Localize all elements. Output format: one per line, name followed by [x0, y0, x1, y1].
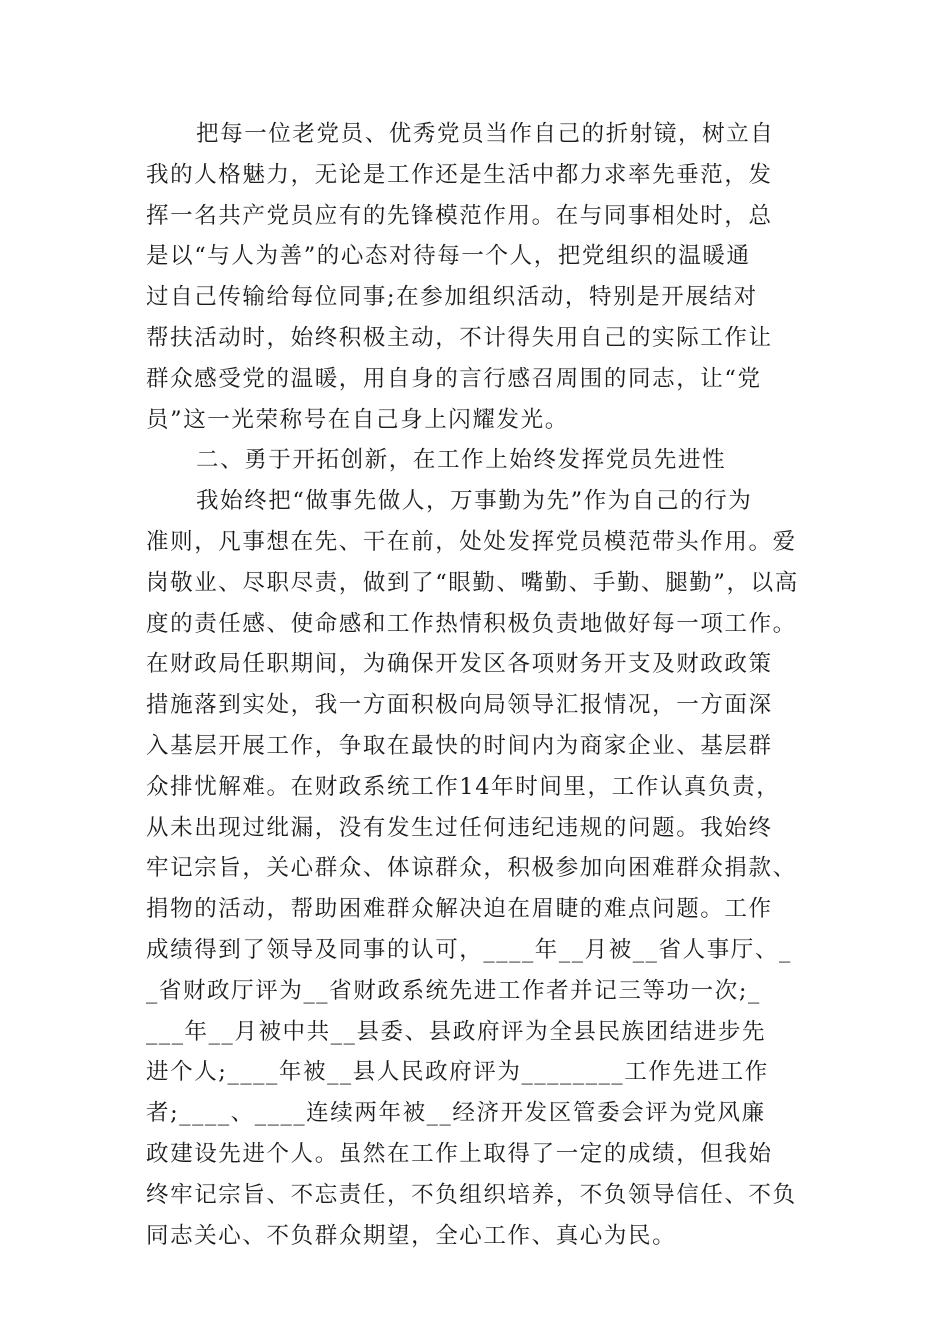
paragraph-2-line: 在财政局任职期间，为确保开发区各项财务开支及财政政策 [146, 651, 773, 678]
paragraph-2-line: ___年__月被中共__县委、县政府评为全县民族团结进步先 [146, 1018, 767, 1045]
paragraph-2-line: 众排忧解难。在财政系统工作14年时间里，工作认真负责， [146, 773, 781, 800]
document-body [146, 114, 830, 1256]
paragraph-2-line: 者;____、____连续两年被__经济开发区管委会评为党风廉 [146, 1100, 766, 1127]
paragraph-1-line: 我的人格魅力，无论是工作还是生活中都力求率先垂范，发 [146, 161, 773, 188]
paragraph-2-line: 入基层开展工作，争取在最快的时间内为商家企业、基层群 [146, 732, 773, 759]
paragraph-1-line: 过自己传输给每位同事;在参加组织活动，特别是开展结对 [146, 284, 758, 311]
paragraph-2-line: 政建设先进个人。虽然在工作上取得了一定的成绩，但我始 [146, 1140, 773, 1167]
paragraph-1-line: 帮扶活动时，始终积极主动，不计得失用自己的实际工作让 [146, 324, 773, 351]
paragraph-2-line: 从未出现过纰漏，没有发生过任何违纪违规的问题。我始终 [146, 814, 773, 841]
paragraph-2-line: 终牢记宗旨、不忘责任，不负组织培养，不负领导信任、不负 [146, 1181, 797, 1208]
paragraph-1-line: 把每一位老党员、优秀党员当作自己的折射镜，树立自 [196, 121, 775, 147]
paragraph-2-line: 成绩得到了领导及同事的认可，____年__月被__省人事厅、_ [146, 936, 792, 963]
paragraph-2-line: 捐物的活动，帮助困难群众解决迫在眉睫的难点问题。工作 [146, 896, 773, 923]
paragraph-2-line: 进个人;____年被__县人民政府评为________工作先进工作 [146, 1059, 769, 1086]
paragraph-2-line: 我始终把“做事先做人，万事勤为先”作为自己的行为 [196, 488, 753, 515]
section-heading: 二、勇于开拓创新，在工作上始终发挥党员先进性 [196, 447, 727, 474]
paragraph-1-line: 群众感受党的温暖，用自身的言行感召周围的同志，让“党 [146, 365, 762, 392]
paragraph-1-line: 挥一名共产党员应有的先锋模范作用。在与同事相处时，总 [146, 202, 773, 229]
paragraph-2-line: 牢记宗旨，关心群众、体谅群众，积极参加向困难群众捐款、 [146, 855, 797, 882]
paragraph-1-line: 员”这一光荣称号在自己身上闪耀发光。 [146, 406, 569, 433]
paragraph-2-line: 岗敬业、尽职尽责，做到了“眼勤、嘴勤、手勤、腿勤”，以高 [146, 569, 799, 596]
paragraph-2-line: 措施落到实处，我一方面积极向局领导汇报情况，一方面深 [146, 692, 773, 719]
paragraph-2-line: _省财政厅评为__省财政系统先进工作者并记三等功一次;_ [146, 977, 761, 1004]
paragraph-2-line: 同志关心、不负群众期望，全心工作、真心为民。 [146, 1222, 677, 1249]
paragraph-1-line: 是以“与人为善”的心态对待每一个人，把党组织的温暖通 [146, 243, 751, 270]
paragraph-2-line: 准则，凡事想在先、干在前，处处发挥党员模范带头作用。爱 [146, 528, 797, 555]
paragraph-2-line: 度的责任感、使命感和工作热情积极负责地做好每一项工作。 [146, 610, 797, 637]
